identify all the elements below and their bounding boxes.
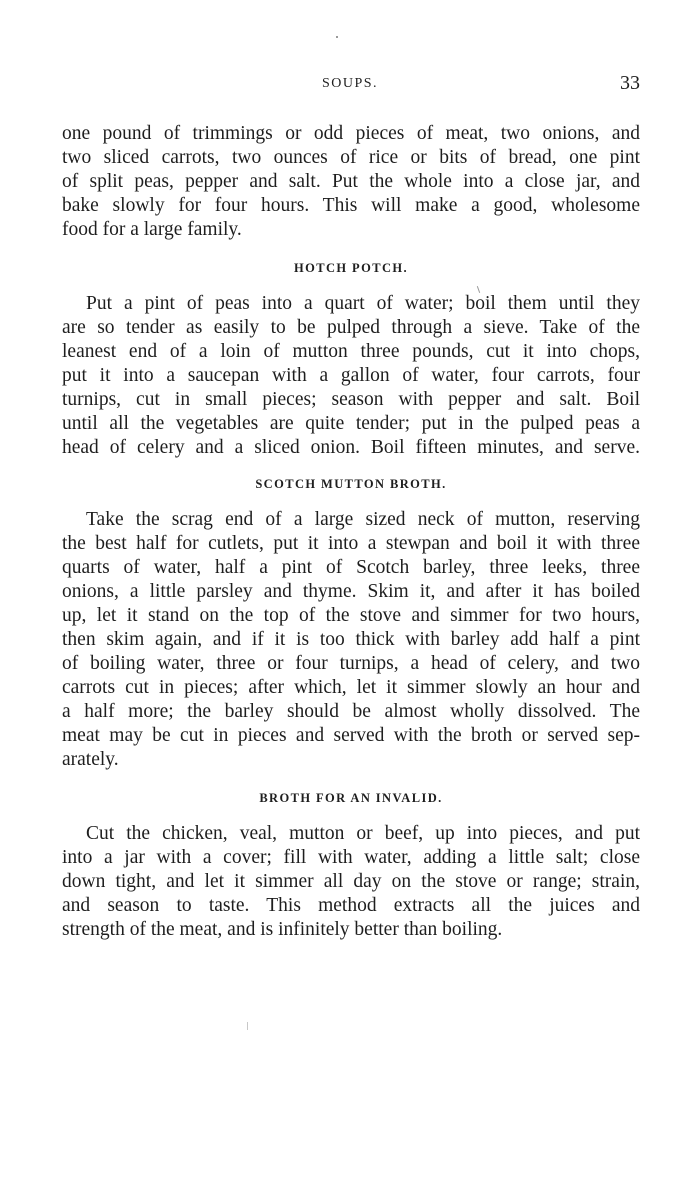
text-line: bake slowly for four hours. This will make a good, wholesome [62,195,640,216]
text-line: into a jar with a cover; fill with water, adding a little salt; close [62,847,640,868]
text-line: leanest end of a loin of mutton three pounds, cut it into chops, [62,341,640,362]
text-line: head of celery and a sliced onion. Boil fifteen minutes, and serve. [62,437,640,458]
running-title: SOUPS. [321,76,379,91]
text-line: one pound of trimmings or odd pieces of meat, two onions, and [62,123,640,144]
text-line: strength of the meat, and is infinitely better than boiling. [62,919,503,940]
recipe-heading-scotch-mutton-broth: SCOTCH MUTTON BROTH. [255,477,447,491]
text-line: carrots cut in pieces; after which, let it simmer slowly an hour and [62,677,640,698]
recipe-heading-hotch-potch: HOTCH POTCH. [293,261,409,275]
recipe-paragraph-scotch-mutton-broth [62,508,640,772]
print-speck [336,36,338,38]
text-line: food for a large family. [62,219,242,240]
text-line: up, let it stand on the top of the stove and simmer for two hours, [62,605,640,626]
text-line: the best half for cutlets, put it into a stewpan and boil it with three [62,533,640,554]
text-line: onions, a little parsley and thyme. Skim it, and after it has boiled [62,581,640,602]
running-header [60,72,640,100]
text-line: a half more; the barley should be almost wholly dissolved. The [62,701,640,722]
recipe-paragraph-hotch-potch [62,292,640,460]
text-line: Take the scrag end of a large sized neck of mutton, reserving [86,509,640,530]
text-line: are so tender as easily to be pulped through a sieve. Take of the [62,317,640,338]
print-speck [247,1022,248,1030]
text-line: arately. [62,749,119,770]
text-line: of split peas, pepper and salt. Put the whole into a close jar, and [62,171,640,192]
page-number: 33 [620,72,640,94]
text-line: Put a pint of peas into a quart of water; boil them until they [86,293,640,314]
text-line: turnips, cut in small pieces; season with pepper and salt. Boil [62,389,640,410]
recipe-paragraph-broth-for-invalid [62,822,640,942]
text-line: and season to taste. This method extracts all the juices and [62,895,640,916]
text-line: meat may be cut in pieces and served with the broth or served sep- [62,725,640,746]
text-line: then skim again, and if it is too thick with barley add half a pint [62,629,640,650]
recipe-heading-broth-for-invalid: BROTH FOR AN INVALID. [259,791,443,805]
text-line: of boiling water, three or four turnips, a head of celery, and two [62,653,640,674]
text-line: quarts of water, half a pint of Scotch barley, three leeks, three [62,557,640,578]
intro-paragraph [62,122,640,242]
page-body [62,122,640,942]
text-line: until all the vegetables are quite tender; put in the pulped peas a [62,413,640,434]
text-line: put it into a saucepan with a gallon of water, four carrots, four [62,365,640,386]
text-line: Cut the chicken, veal, mutton or beef, up into pieces, and put [86,823,640,844]
text-line: two sliced carrots, two ounces of rice or bits of bread, one pint [62,147,640,168]
text-line: down tight, and let it simmer all day on the stove or range; strain, [62,871,640,892]
